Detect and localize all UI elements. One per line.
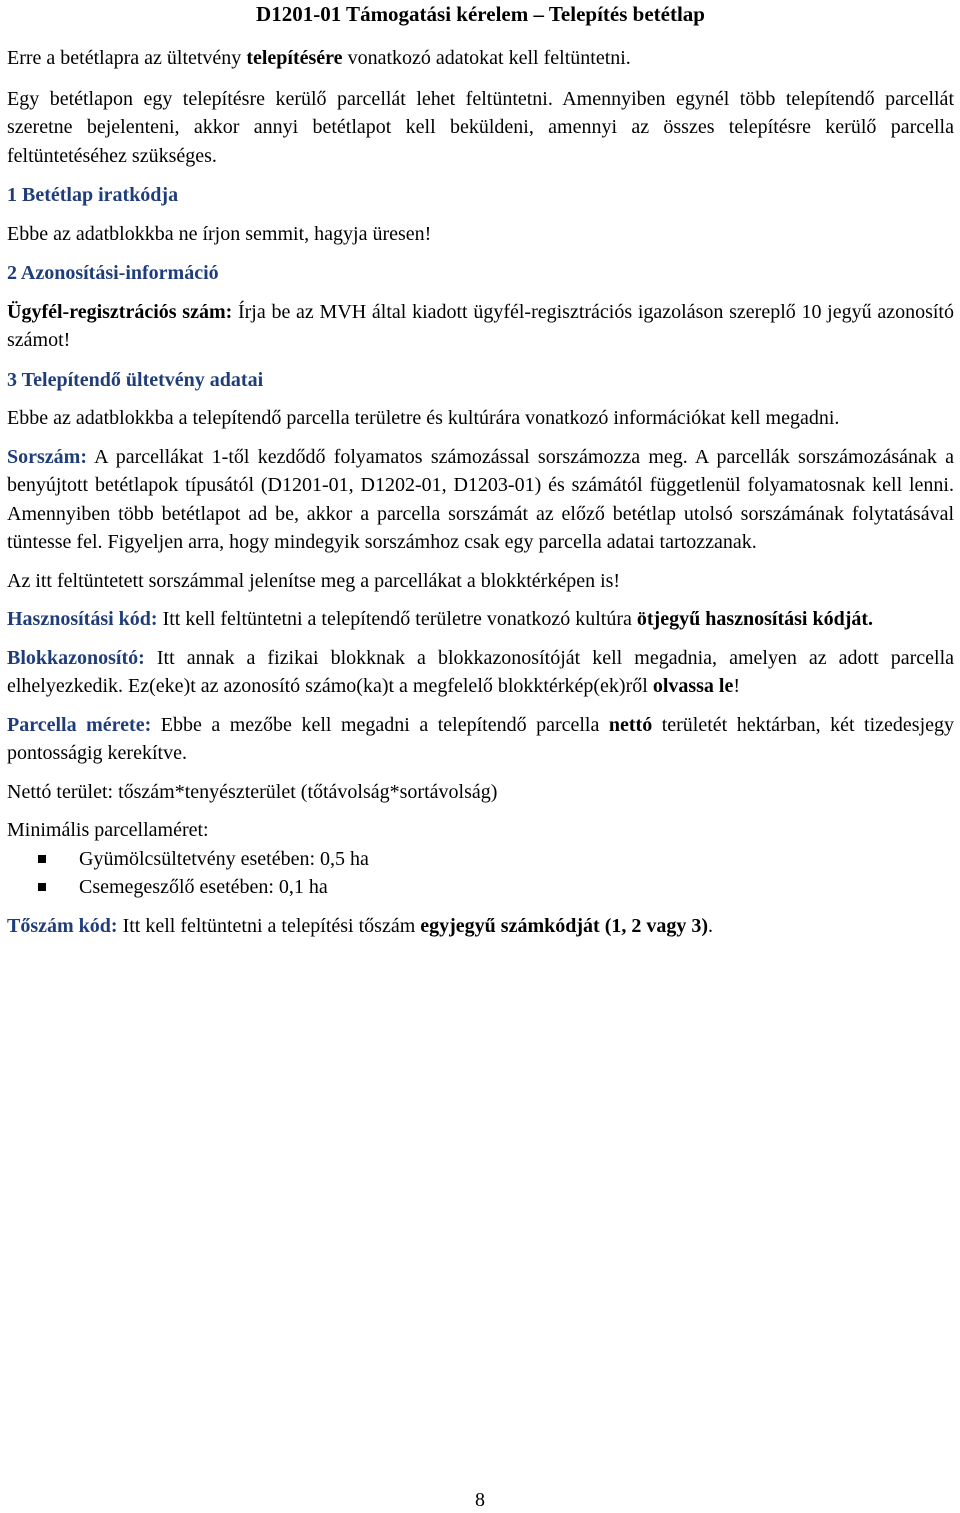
- min-parcella-label: Minimális parcellaméret:: [7, 819, 209, 841]
- intro-paragraph-1: [7, 44, 954, 73]
- list-item-text: Csemegeszőlő esetében: 0,1 ha: [79, 876, 328, 898]
- list-item: [7, 873, 954, 902]
- intro-bold: telepítésére: [246, 47, 343, 69]
- parcella-bold: nettó: [608, 713, 653, 736]
- intro-text: vonatkozó adatokat kell feltüntetni.: [342, 47, 631, 69]
- hasznositasi-paragraph: [7, 605, 954, 634]
- sorszam-text: A parcellákat 1-től kezdődő folyamatos számozással sorszámozza meg. A parcellák sorszámozásának a benyújtott betétlapok típusától (D1201-01, D1202-01, D1203-01) és számától függetlenül folyamatosnak kell lenni. Amennyiben több betétlapot ad be, akkor a parcella sorszámát az előző betétlap utolsó sorszámának folytatásával tüntesse fel. Figyeljen arra, hogy mindegyik sorszámhoz csak egy parcella adatai tartozzanak.: [7, 445, 954, 553]
- parcella-paragraph: [7, 711, 954, 768]
- page-title: D1201-01 Támogatási kérelem – Telepítés betétlap: [256, 2, 705, 26]
- section-2-paragraph: [7, 298, 954, 355]
- sorszam-label: Sorszám:: [7, 445, 87, 468]
- netto-terulet: Nettó terület: tőszám*tenyészterület (tőtávolság*sortávolság): [7, 780, 498, 803]
- blokkazonosito-paragraph: [7, 644, 954, 701]
- list-item: [7, 845, 954, 874]
- toszam-label: Tőszám kód:: [7, 914, 118, 937]
- toszam-paragraph: [7, 912, 954, 941]
- page-number: 8: [475, 1489, 485, 1511]
- sorszam-paragraph: [7, 443, 954, 557]
- toszam-text: Itt kell feltüntetni a telepítési tőszám: [117, 914, 421, 937]
- intro-text: Erre a betétlapra az ültetvény: [7, 47, 247, 69]
- document-page: [7, 0, 954, 940]
- parcella-label: Parcella mérete:: [7, 713, 152, 736]
- toszam-end: .: [708, 914, 714, 937]
- hasznositasi-text: Itt kell feltüntetni a telepítendő területre vonatkozó kultúra: [157, 608, 637, 630]
- hasznositasi-bold: ötjegyű hasznosítási kódját.: [636, 608, 874, 630]
- blokkterkep-note: Az itt feltüntetett sorszámmal jelenítse meg a parcellákat a blokktérképen is!: [7, 569, 621, 592]
- client-reg-label: Ügyfél-regisztrációs szám:: [7, 300, 233, 323]
- section-1-text: Ebbe az adatblokkba ne írjon semmit, hagyja üresen!: [7, 222, 432, 245]
- client-reg-text: Írja be az MVH által kiadott ügyfél-regisztrációs igazoláson szereplő 10 jegyű azonosító számot!: [7, 300, 954, 351]
- section-3-intro: Ebbe az adatblokkba a telepítendő parcella területre és kultúrára vonatkozó információkat kell megadni.: [7, 407, 840, 429]
- blokkazonosito-bold: olvassa le: [652, 675, 734, 697]
- square-bullet-icon: [38, 855, 46, 863]
- min-parcella-list: [7, 845, 954, 902]
- section-2-heading: 2 Azonosítási-információ: [7, 262, 219, 284]
- hasznositasi-label: Hasznosítási kód:: [7, 608, 158, 630]
- toszam-bold: egyjegyű számkódját (1, 2 vagy 3): [420, 914, 709, 937]
- section-1-heading: 1 Betétlap iratkódja: [7, 184, 179, 206]
- section-3-heading: 3 Telepítendő ültetvény adatai: [7, 368, 264, 391]
- blokkazonosito-end: !: [733, 675, 741, 697]
- parcella-text: területét hektárban, két tizedesjegy pontosságig kerekítve.: [7, 713, 955, 764]
- blokkazonosito-text: Itt annak a fizikai blokknak a blokkazonosítóját kell megadnia, amelyen az adott parcella elhelyezkedik. Ez(eke)t az azonosító számo(ka)t a megfelelő blokktérkép(ek)ről: [7, 646, 954, 697]
- parcella-text: Ebbe a mezőbe kell megadni a telepítendő parcella: [151, 713, 609, 736]
- blokkazonosito-label: Blokkazonosító:: [7, 646, 145, 669]
- intro-paragraph-2: Egy betétlapon egy telepítésre kerülő parcellát lehet feltüntetni. Amennyiben egynél több telepítendő parcellát szeretne bejelenteni, akkor annyi betétlapot kell beküldeni, amennyi az összes telepítésre kerülő parcella feltüntetéséhez szükséges.: [7, 87, 954, 167]
- list-item-text: Gyümölcsültetvény esetében: 0,5 ha: [79, 847, 369, 870]
- square-bullet-icon: [38, 883, 46, 891]
